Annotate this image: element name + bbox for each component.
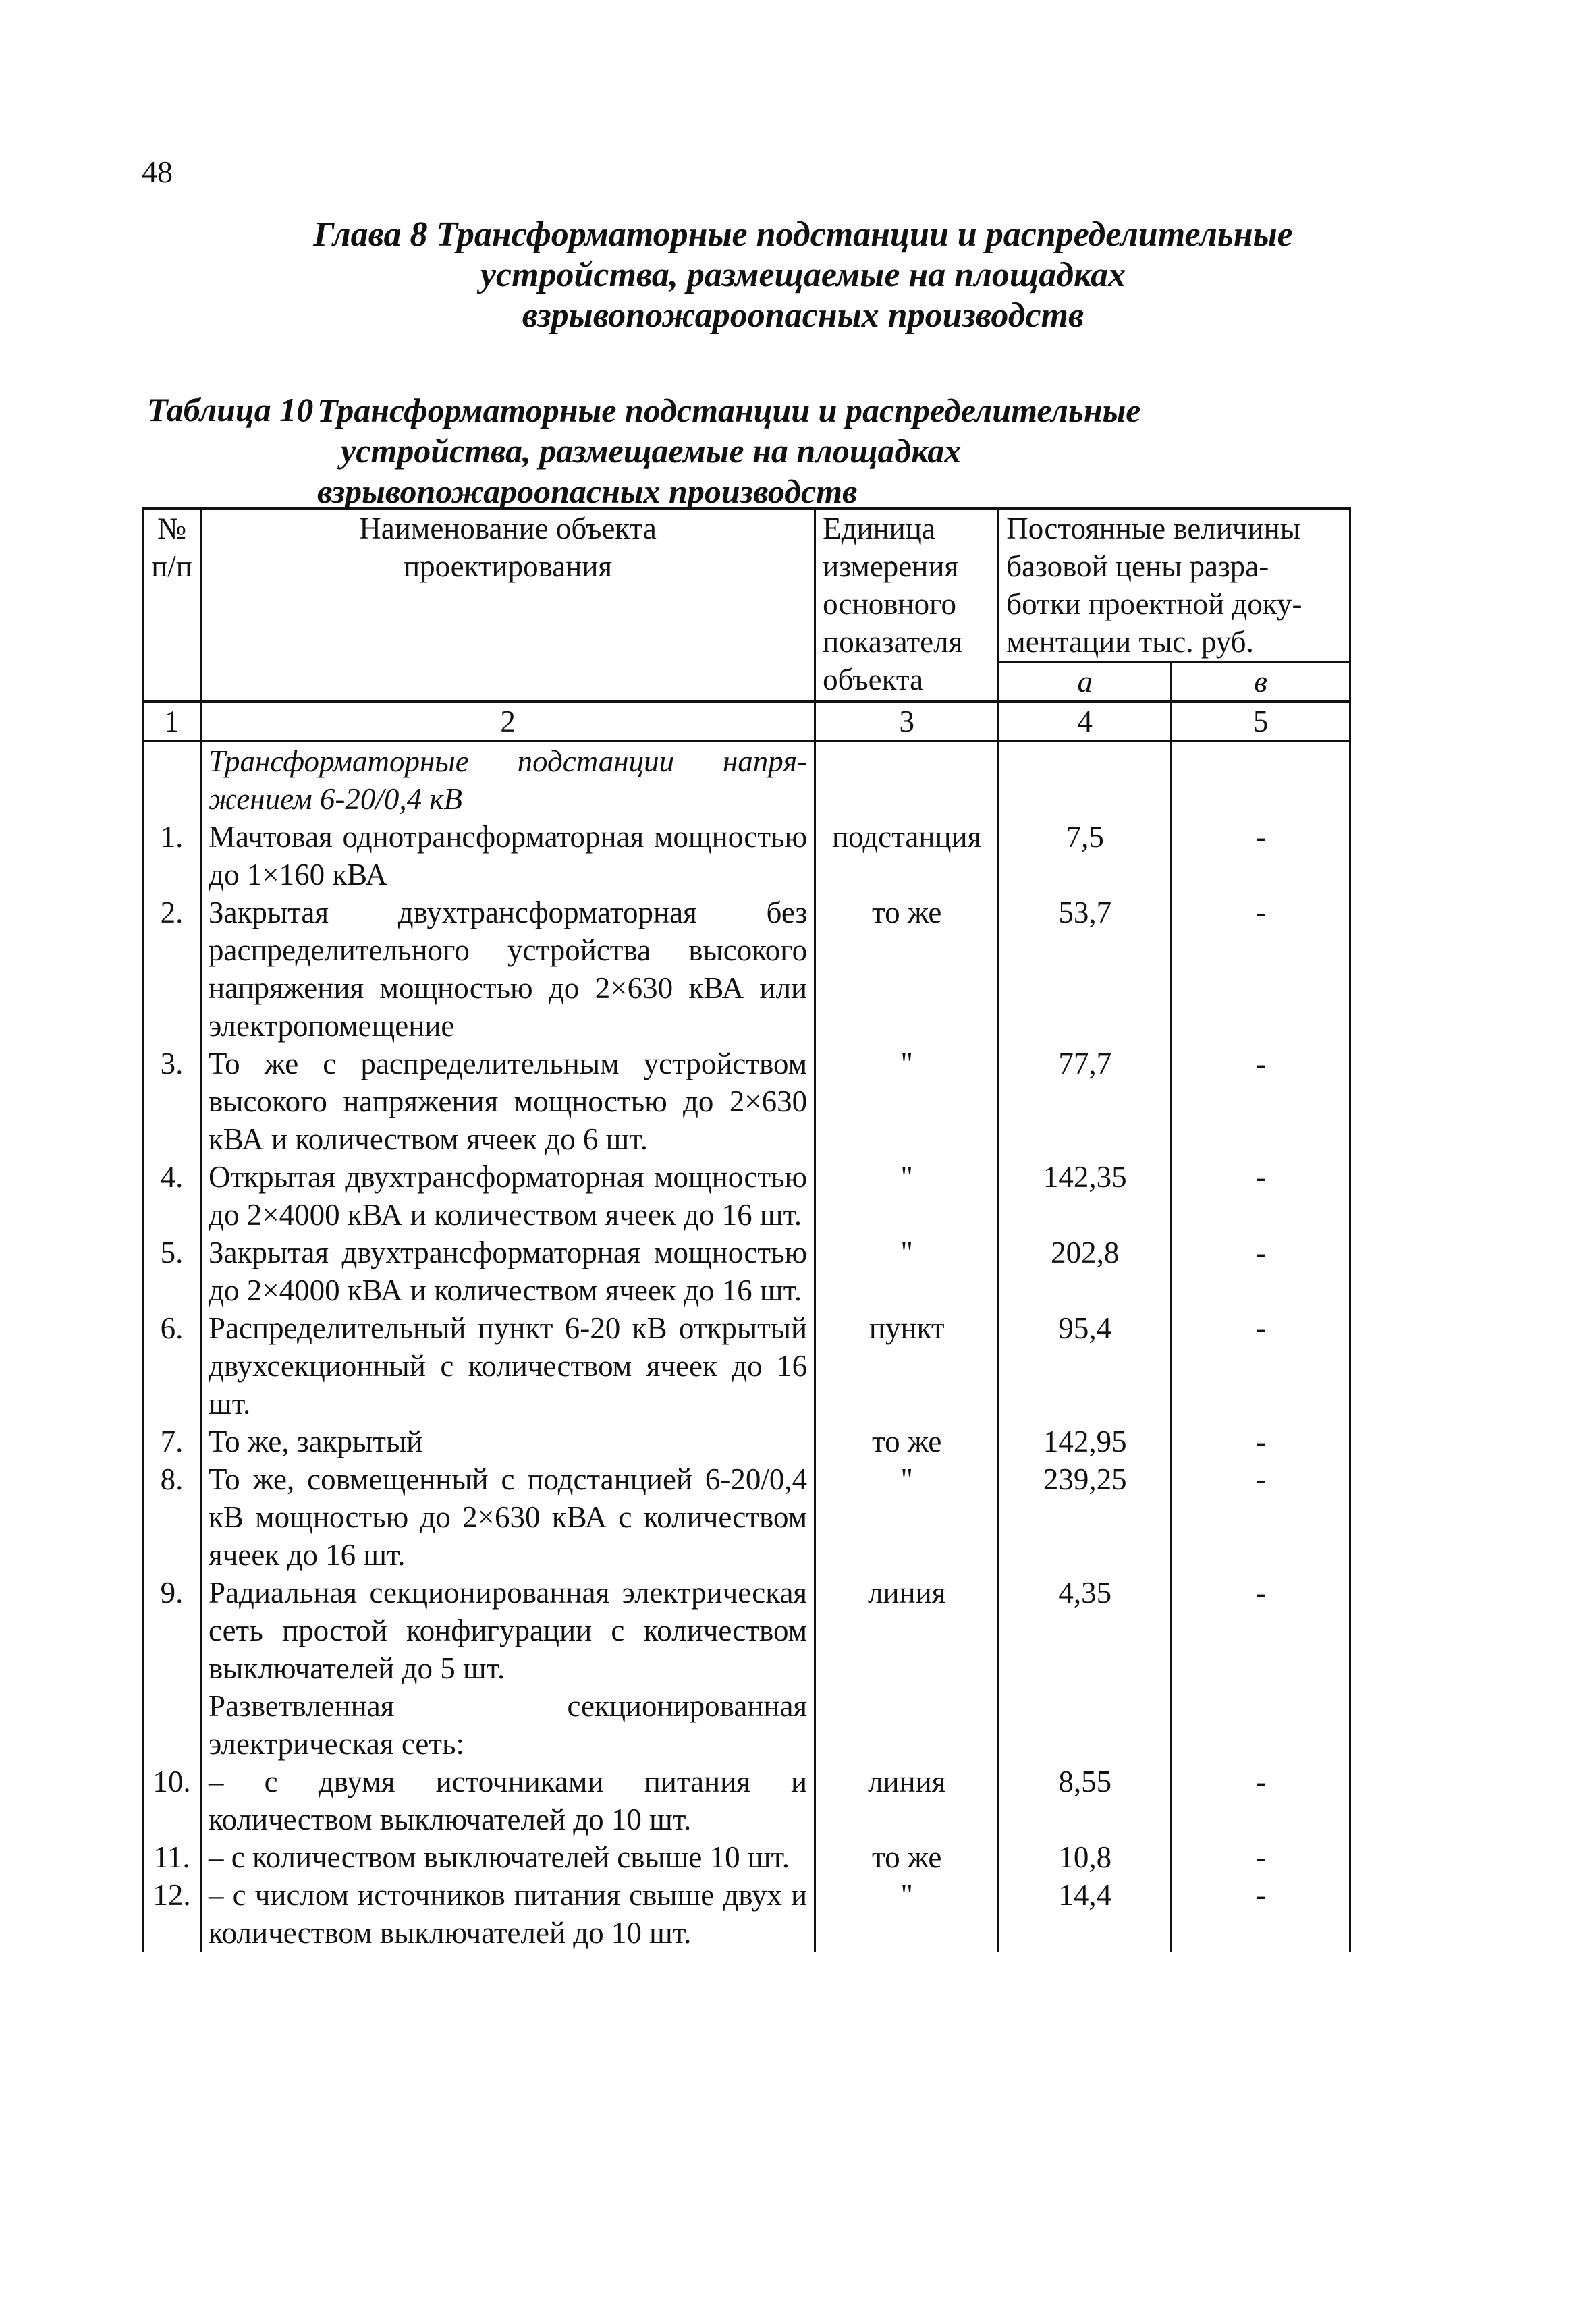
chapter-title-line: Глава 8 Трансформаторные подстанции и распределительные: [313, 215, 1293, 254]
header-num: [143, 509, 201, 702]
header-unit-line: показателя: [823, 625, 963, 659]
header-unit-line: объекта: [823, 663, 924, 696]
row-unit: линия: [815, 1574, 999, 1687]
section-row: [143, 742, 1350, 819]
row-unit: подстанция: [815, 818, 999, 894]
row-name: Распределительный пункт 6-20 кВ открытый двухсекционный с количеством ячеек до 16 шт.: [201, 1309, 815, 1423]
table-caption-line: взрывопожароопасных производств: [317, 472, 858, 510]
row-unit: то же: [815, 1423, 999, 1460]
row-unit: пункт: [815, 1309, 999, 1423]
header-a: а: [999, 662, 1172, 702]
row-value-a: 14,4: [999, 1876, 1172, 1952]
header-name-line: Наименование объекта: [359, 512, 657, 545]
table-row: [143, 818, 1350, 894]
row-value-b: -: [1172, 1234, 1350, 1309]
row-value-a: 77,7: [999, 1045, 1172, 1158]
row-number: 9.: [143, 1574, 201, 1687]
header-constants-line: Постоянные величины: [1006, 512, 1300, 545]
row-number: 5.: [143, 1234, 201, 1309]
table-label: Таблица 10: [147, 391, 314, 429]
row-value-b: -: [1172, 1876, 1350, 1952]
row-value-a: 8,55: [999, 1763, 1172, 1838]
row-number: 8.: [143, 1460, 201, 1574]
row-unit: то же: [815, 894, 999, 1045]
row-unit: [815, 1687, 999, 1763]
row-number: 11.: [143, 1838, 201, 1876]
row-number: 2.: [143, 894, 201, 1045]
row-name: То же, совмещенный с подстанцией 6-20/0,4 кВ мощностью до 2×630 кВА с количеством ячеек до 16 шт.: [201, 1460, 815, 1574]
row-number: 10.: [143, 1763, 201, 1838]
table-row: [143, 1460, 1350, 1574]
row-value-a: 95,4: [999, 1309, 1172, 1423]
section-title: Трансформаторные подстанции напря-жением 6-20/0,4 кВ: [201, 742, 815, 819]
column-number: 4: [999, 702, 1172, 742]
chapter-title-line: взрывопожароопасных производств: [522, 296, 1084, 335]
table-row: [143, 1574, 1350, 1687]
row-name: – с числом источников питания свыше двух и количеством выключателей до 10 шт.: [201, 1876, 815, 1952]
row-value-b: -: [1172, 1158, 1350, 1234]
header-unit: [815, 509, 999, 702]
row-value-a: 202,8: [999, 1234, 1172, 1309]
row-unit: то же: [815, 1838, 999, 1876]
row-value-a: 142,95: [999, 1423, 1172, 1460]
data-table: [142, 507, 1351, 1952]
table-caption-line: устройства, размещаемые на площадках: [341, 432, 962, 470]
header-unit-line: основного: [823, 587, 956, 621]
row-value-b: [1172, 1687, 1350, 1763]
row-unit: ": [815, 1876, 999, 1952]
row-value-b: -: [1172, 1574, 1350, 1687]
table-row: [143, 1423, 1350, 1460]
column-number: 5: [1172, 702, 1350, 742]
row-name: Разветвленная секционированная электрическая сеть:: [201, 1687, 815, 1763]
column-number: 3: [815, 702, 999, 742]
header-constants-line: ментации тыс. руб.: [1006, 625, 1254, 659]
row-value-b: -: [1172, 818, 1350, 894]
row-value-b: -: [1172, 1045, 1350, 1158]
row-name: Закрытая двухтрансформаторная мощностью до 2×4000 кВА и количеством ячеек до 16 шт.: [201, 1234, 815, 1309]
row-value-b: -: [1172, 1309, 1350, 1423]
row-number: 4.: [143, 1158, 201, 1234]
table-row: [143, 1687, 1350, 1763]
table-row: [143, 1309, 1350, 1423]
table-row: [143, 894, 1350, 1045]
table-row: [143, 1158, 1350, 1234]
column-number: 2: [201, 702, 815, 742]
row-name: Радиальная секционированная электрическая сеть простой конфигурации с количеством выключателей до 5 шт.: [201, 1574, 815, 1687]
row-value-b: -: [1172, 1763, 1350, 1838]
row-number: 3.: [143, 1045, 201, 1158]
chapter-title-line: устройства, размещаемые на площадках: [480, 256, 1126, 294]
table-caption: [317, 390, 1262, 512]
row-value-b: -: [1172, 1838, 1350, 1876]
row-unit: ": [815, 1158, 999, 1234]
header-num-line: №: [157, 512, 186, 545]
row-number: 6.: [143, 1309, 201, 1423]
table-row: [143, 1234, 1350, 1309]
column-numbers-row: [143, 702, 1350, 742]
page-number: 48: [142, 155, 173, 189]
row-unit: ": [815, 1460, 999, 1574]
header-constants: [999, 509, 1350, 662]
row-name: То же с распределительным устройством высокого напряжения мощностью до 2×630 кВА и количеством ячеек до 6 шт.: [201, 1045, 815, 1158]
row-value-a: 53,7: [999, 894, 1172, 1045]
row-value-b: -: [1172, 894, 1350, 1045]
table-caption-line: Трансформаторные подстанции и распределительные: [317, 391, 1141, 429]
header-unit-line: измерения: [823, 549, 959, 583]
table-row: [143, 1763, 1350, 1838]
table-row: [143, 1876, 1350, 1952]
row-value-a: 10,8: [999, 1838, 1172, 1876]
row-unit: ": [815, 1045, 999, 1158]
header-b: в: [1172, 662, 1350, 702]
header-constants-line: базовой цены разра-: [1006, 549, 1269, 583]
row-value-b: -: [1172, 1460, 1350, 1574]
chapter-title: [202, 215, 1404, 336]
row-number: [143, 1687, 201, 1763]
header-unit-line: Единица: [823, 512, 935, 545]
row-name: – с двумя источниками питания и количеством выключателей до 10 шт.: [201, 1763, 815, 1838]
row-value-a: 4,35: [999, 1574, 1172, 1687]
table-row: [143, 1045, 1350, 1158]
row-value-a: [999, 1687, 1172, 1763]
row-name: Закрытая двухтрансформаторная без распределительного устройства высокого напряжения мощностью до 2×630 кВА или электропомещение: [201, 894, 815, 1045]
row-number: 12.: [143, 1876, 201, 1952]
row-value-a: 239,25: [999, 1460, 1172, 1574]
row-value-a: 142,35: [999, 1158, 1172, 1234]
column-number: 1: [143, 702, 201, 742]
header-name: [201, 509, 815, 702]
row-number: 7.: [143, 1423, 201, 1460]
row-unit: ": [815, 1234, 999, 1309]
header-num-line: п/п: [151, 549, 192, 583]
row-value-a: 7,5: [999, 818, 1172, 894]
row-name: – с количеством выключателей свыше 10 шт.: [201, 1838, 815, 1876]
header-name-line: проектирования: [404, 549, 613, 583]
row-name: Открытая двухтрансформаторная мощностью до 2×4000 кВА и количеством ячеек до 16 шт.: [201, 1158, 815, 1234]
row-value-b: -: [1172, 1423, 1350, 1460]
row-number: 1.: [143, 818, 201, 894]
row-name: Мачтовая однотрансформаторная мощностью до 1×160 кВА: [201, 818, 815, 894]
table-row: [143, 1838, 1350, 1876]
row-unit: линия: [815, 1763, 999, 1838]
header-constants-line: ботки проектной доку-: [1006, 587, 1302, 621]
row-name: То же, закрытый: [201, 1423, 815, 1460]
